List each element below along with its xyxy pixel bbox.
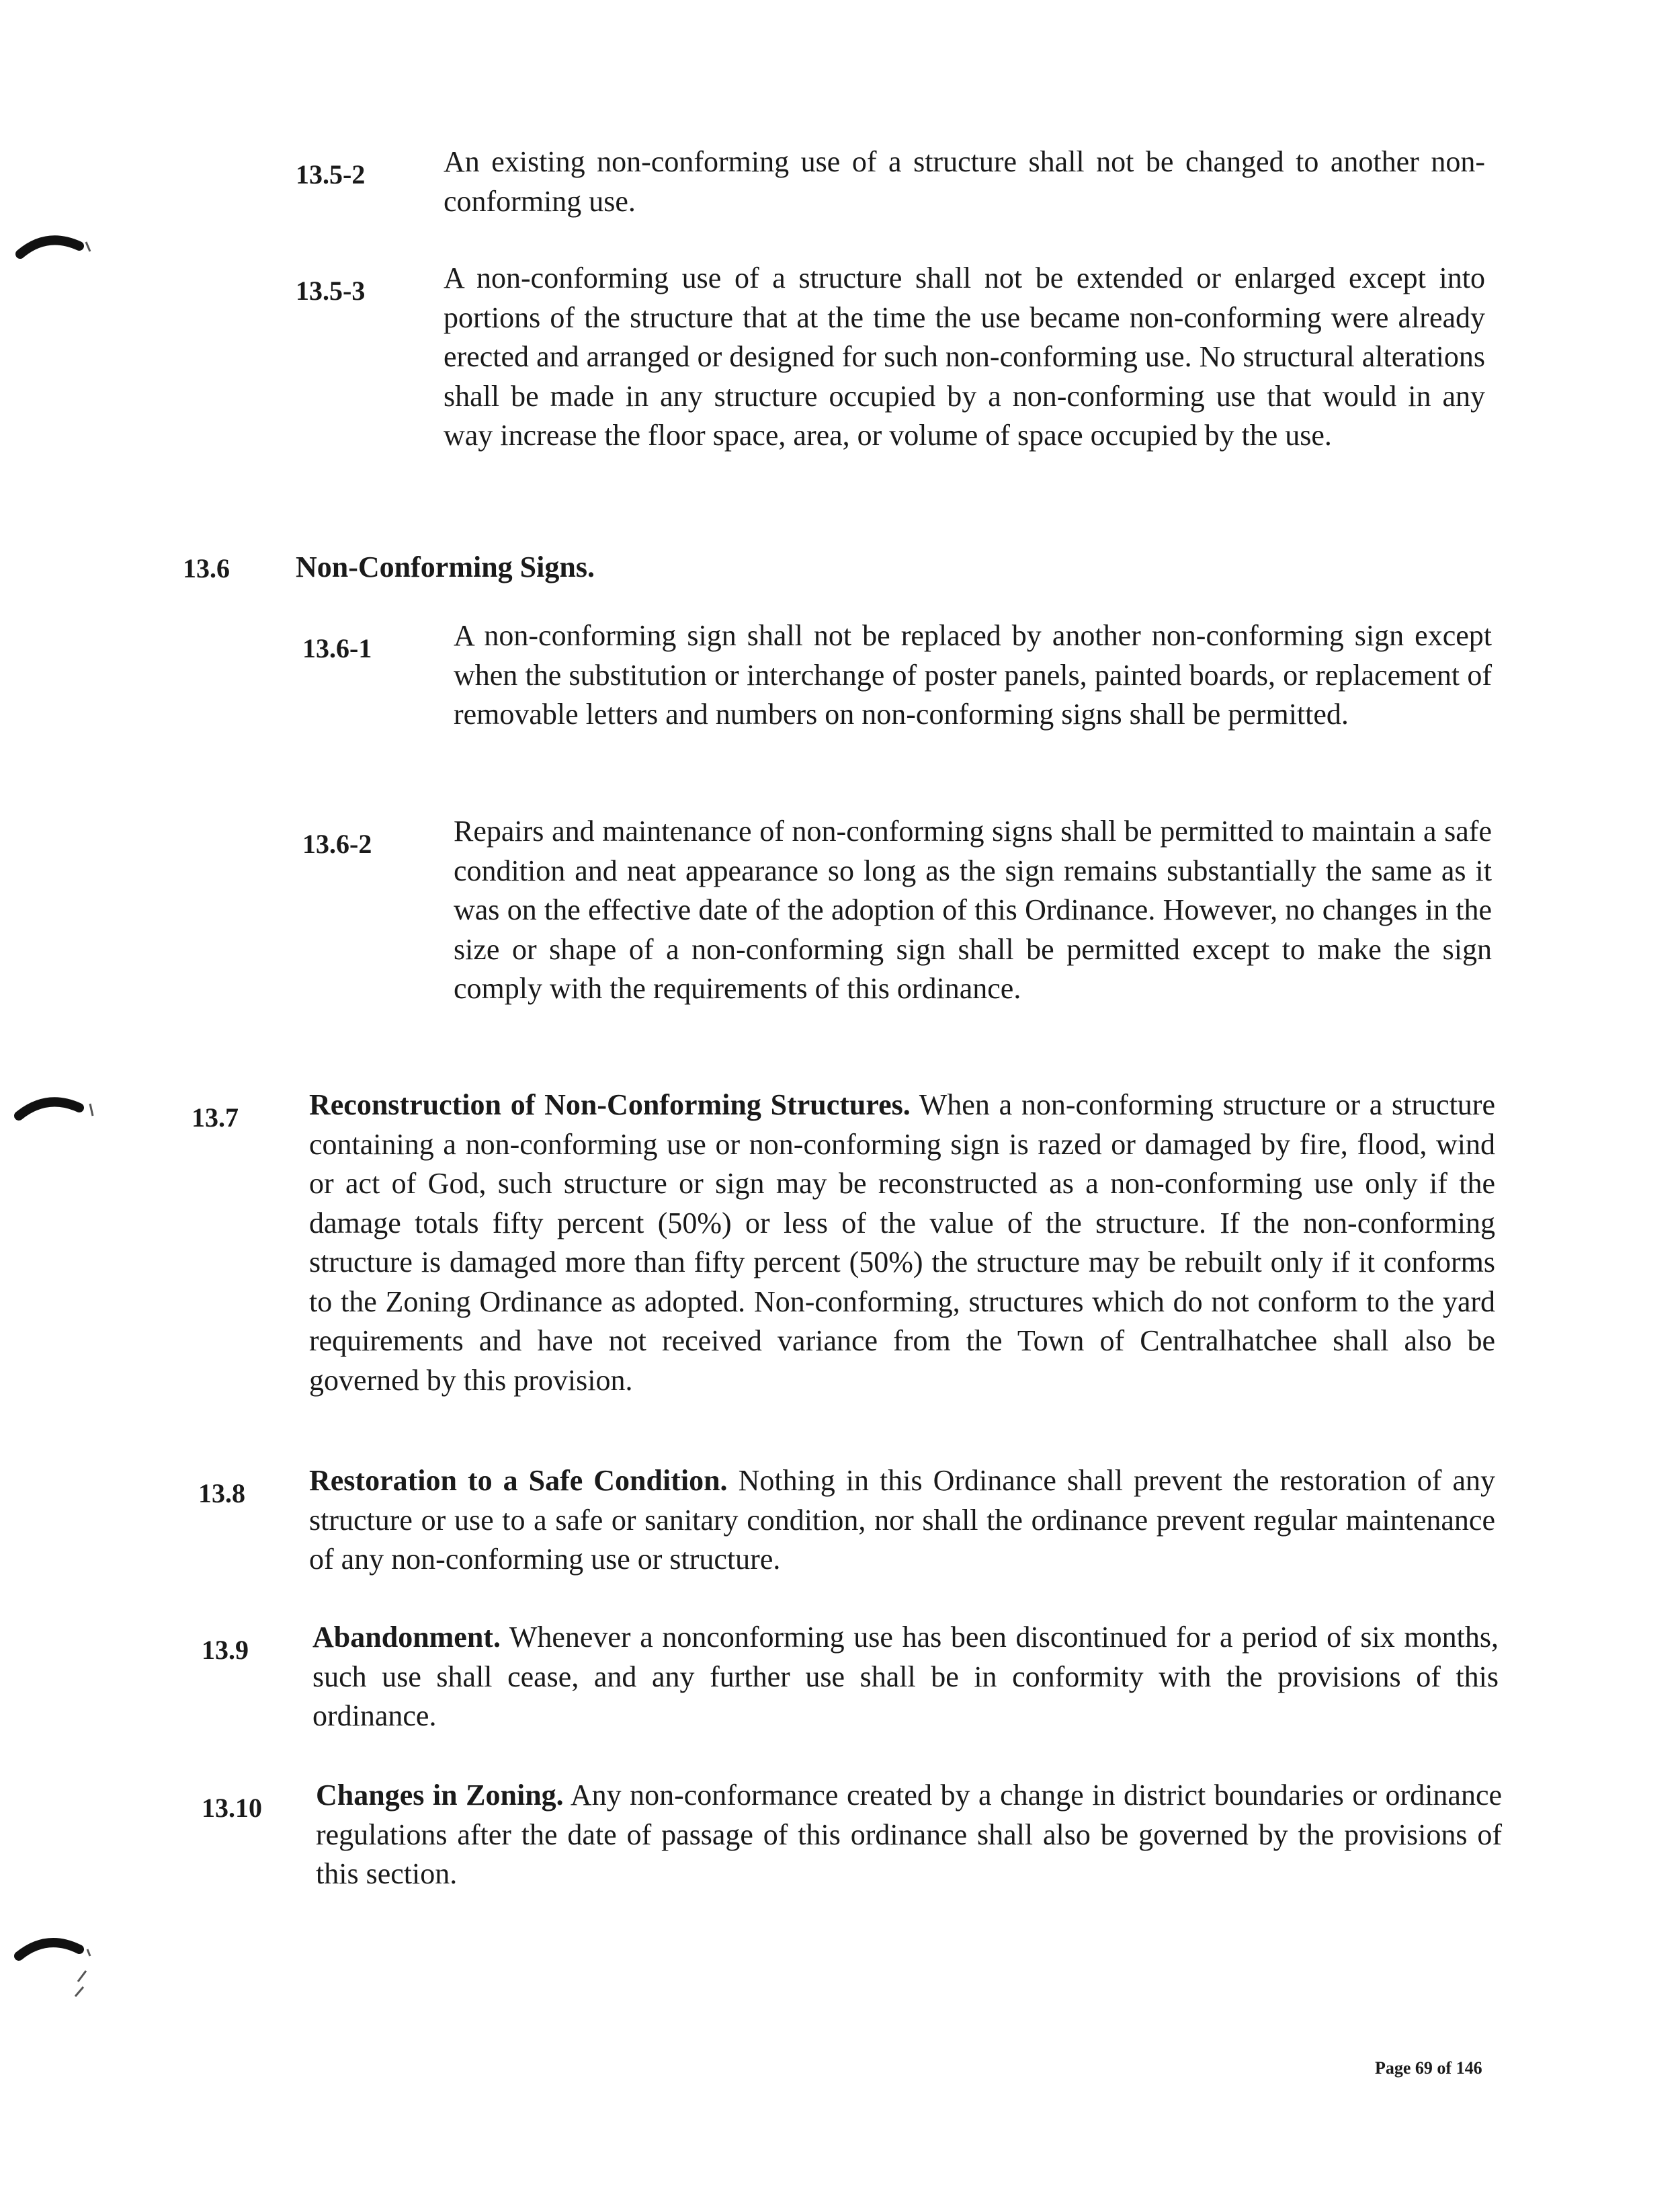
section-number: 13.10 (202, 1793, 262, 1823)
section-number: 13.7 (192, 1102, 239, 1133)
section-text (312, 1618, 1499, 1736)
section-heading: Non-Conforming Signs. (296, 551, 595, 583)
punch-hole-mark-icon (0, 222, 108, 276)
section-number: 13.6 (183, 553, 230, 583)
punch-hole-mark-icon (0, 1082, 108, 1136)
section-number: 13.6-2 (302, 829, 372, 859)
section-number: 13.6-1 (302, 633, 372, 663)
section-text: A non-conforming use of a structure shall not be extended or enlarged except into portions of the structure that at the time the use became non-conforming were already erected and arranged or designed for such non-conforming use. No structural alterations shall be made in any structure occupied by a non-conforming use that would in any way increase the floor space, area, or volume of space occupied by the use. (444, 261, 1485, 452)
section-heading: Reconstruction of Non-Conforming Structures. (309, 1088, 911, 1121)
section-number: 13.5-2 (296, 159, 366, 190)
section-text (316, 1776, 1502, 1894)
section-number: 13.5-3 (296, 276, 366, 306)
section-text: Repairs and maintenance of non-conforming signs shall be permitted to maintain a safe condition and neat appearance so long as the sign remains substantially the same as it was on the effective date of the adoption of this Ordinance. However, no changes in the size or shape of a non-conforming sign shall be permitted except to make the sign comply with the requirements of this ordinance. (454, 815, 1492, 1005)
section-heading: Restoration to a Safe Condition. (309, 1464, 728, 1497)
section-text (309, 1461, 1495, 1580)
page-number: Page 69 of 146 (1375, 2058, 1482, 2078)
section-body: When a non-conforming structure or a structure containing a non-conforming use or non-conforming sign is razed or damaged by fire, flood, wind or act of God, such structure or sign may be reconstructed as a non-conforming use only if the damage totals fifty percent (50%) or less of the value of the structure. If the non-conforming structure is damaged more than fifty percent (50%) the structure may be rebuilt only if it conforms to the Zoning Ordinance as adopted. Non-conforming, structures which do not conform to the yard requirements and have not received variance from the Town of Centralhatchee shall also be governed by this provision. (309, 1088, 1495, 1397)
punch-hole-mark-icon (0, 1922, 108, 2017)
section-body: Whenever a nonconforming use has been discontinued for a period of six months, such use shall cease, and any further use shall be in conformity with the provisions of this ordinance. (312, 1621, 1499, 1732)
section-text: A non-conforming sign shall not be replaced by another non-conforming sign except when the substitution or interchange of poster panels, painted boards, or replacement of removable letters and numbers on non-conforming signs shall be permitted. (454, 619, 1492, 731)
section-number: 13.9 (202, 1635, 249, 1665)
section-body: Any non-conformance created by a change in district boundaries or ordinance regulations after the date of passage of this ordinance shall also be governed by the provisions of this section. (316, 1779, 1503, 1890)
section-text: An existing non-conforming use of a structure shall not be changed to another non-conforming use. (444, 145, 1485, 218)
section-number: 13.8 (198, 1478, 245, 1508)
section-body: Nothing in this Ordinance shall prevent the restoration of any structure or use to a safe or sanitary condition, nor shall the ordinance prevent regular maintenance of any non-conforming use or structure. (309, 1464, 1495, 1576)
section-text (309, 1086, 1495, 1400)
section-heading: Changes in Zoning. (316, 1779, 564, 1812)
section-heading: Abandonment. (312, 1621, 501, 1654)
